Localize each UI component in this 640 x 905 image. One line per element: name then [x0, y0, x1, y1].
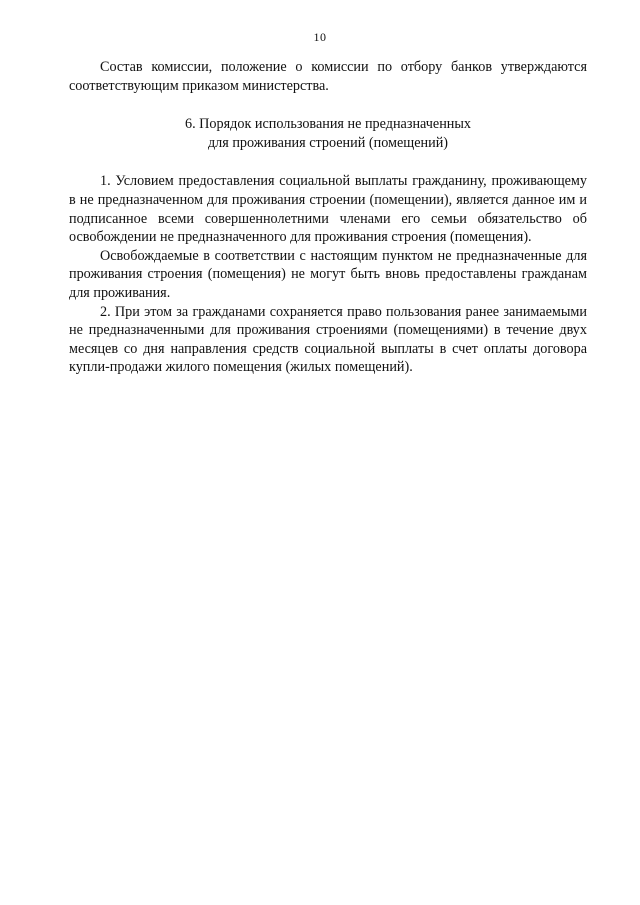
section-heading	[69, 115, 587, 152]
page-number: 10	[313, 30, 327, 44]
paragraph-released-premises: Освобождаемые в соответствии с настоящим пунктом не предназначенные для проживания строения (помещения) не могут быть вновь предоставлены гражданам для проживания.	[69, 247, 587, 301]
document-body	[69, 58, 587, 377]
intro-paragraph: Состав комиссии, положение о комиссии по отбору банков утверждаются соответствующим приказом министерства.	[69, 59, 587, 94]
section-heading-line-2: для проживания строений (помещений)	[207, 134, 449, 151]
paragraph-item-1: 1. Условием предоставления социальной выплаты гражданину, проживающему в не предназначенном для проживания строении (помещении), является данное им и подписанное всеми совершеннолетними членами его семьи обязательство об освобождении не предназначенного для проживания строения (помещения).	[69, 173, 587, 246]
section-heading-line-1: 6. Порядок использования не предназначенных	[184, 116, 472, 133]
paragraph-item-2: 2. При этом за гражданами сохраняется право пользования ранее занимаемыми не предназначенными для проживания строениями (помещениями) в течение двух месяцев со дня направления средств социальной выплаты в счет оплаты договора купли-продажи жилого помещения (жилых помещений).	[69, 303, 587, 376]
